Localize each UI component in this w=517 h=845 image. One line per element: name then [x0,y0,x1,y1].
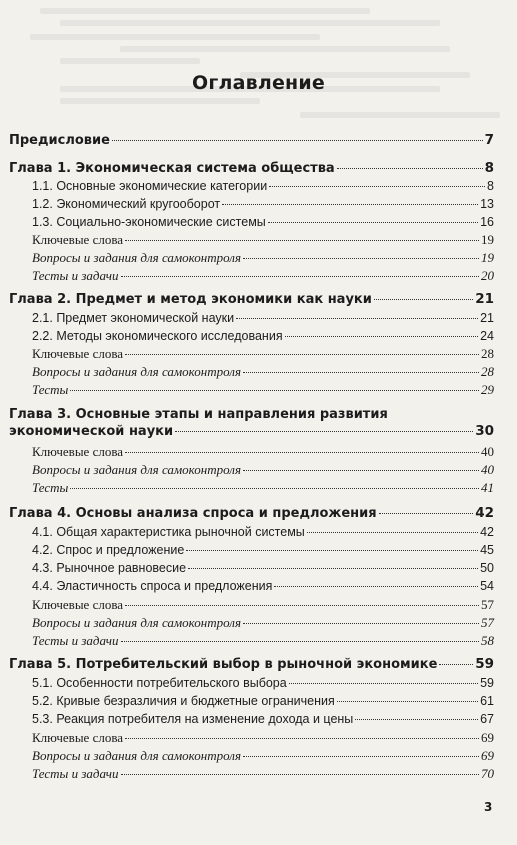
toc-entry-sec[interactable] [9,214,494,230]
entry-page: 28 [481,346,494,361]
entry-page: 58 [481,633,494,648]
dot-leader [307,532,478,533]
dot-leader [175,431,473,432]
entry-title: Глава 1. Экономическая система общества [9,161,335,176]
toc-entry-it[interactable] [9,615,494,631]
entry-title: Вопросы и задания для самоконтроля [32,748,241,763]
entry-title: Вопросы и задания для самоконтроля [32,615,241,630]
dot-leader [70,488,479,489]
dot-leader [269,186,485,187]
dot-leader [337,168,483,169]
entry-page: 45 [480,543,494,557]
dot-leader [268,222,478,223]
entry-title: Ключевые слова [32,444,124,459]
entry-page: 70 [481,766,494,781]
dot-leader [112,140,483,141]
toc-entry-kw[interactable] [9,444,494,460]
entry-page: 28 [481,364,494,379]
entry-title: экономической науки [9,424,174,439]
bleed-through-text [0,0,517,130]
dot-leader [125,452,479,453]
toc-entry-kw[interactable] [9,346,494,362]
dot-leader [337,701,478,702]
entry-page: 69 [481,748,494,763]
entry-title: Глава 2. Предмет и метод экономики как науки [9,292,372,307]
dot-leader [121,641,480,642]
toc-entry-it[interactable] [9,766,494,782]
entry-title: 4.1. Общая характеристика рыночной системы [32,525,305,539]
dot-leader [121,774,480,775]
entry-page: 21 [480,311,494,325]
entry-page: 54 [480,579,494,593]
entry-page: 40 [481,462,494,477]
entry-title: Вопросы и задания для самоконтроля [32,462,241,477]
entry-page: 20 [481,268,494,283]
entry-title: Глава 5. Потребительский выбор в рыночной экономике [9,657,438,672]
entry-page: 42 [475,505,494,521]
toc-entry-chapter[interactable] [9,656,494,673]
entry-page: 61 [480,694,494,708]
entry-title: 4.4. Эластичность спроса и предложения [32,579,273,593]
toc-entry-it[interactable] [9,268,494,284]
entry-title: 2.1. Предмет экономической науки [32,311,235,325]
dot-leader [243,372,479,373]
entry-page: 41 [481,480,494,495]
dot-leader [379,513,474,514]
toc-entry-chapter[interactable] [9,505,494,522]
dot-leader [186,550,478,551]
entry-page: 30 [475,423,494,439]
toc-entry-kw[interactable] [9,730,494,746]
entry-title: 4.3. Рыночное равновесие [32,561,187,575]
toc-entry-chapter[interactable] [9,132,494,149]
toc-entry-sec[interactable] [9,328,494,344]
dot-leader [188,568,478,569]
chapter-title-line: Глава 3. Основные этапы и направления развития [9,407,388,422]
dot-leader [243,623,479,624]
entry-page: 19 [481,250,494,265]
entry-page: 57 [481,597,494,612]
entry-title: Тесты [32,382,69,397]
entry-title: 4.2. Спрос и предложение [32,543,185,557]
dot-leader [243,470,479,471]
toc-entry-it[interactable] [9,633,494,649]
page-number: 3 [484,800,493,814]
toc-entry-it[interactable] [9,364,494,380]
toc-entry-sec[interactable] [9,542,494,558]
dot-leader [243,756,479,757]
toc-entry-it[interactable] [9,250,494,266]
dot-leader [374,299,473,300]
dot-leader [274,586,478,587]
entry-page: 7 [484,132,494,148]
entry-title: Вопросы и задания для самоконтроля [32,250,241,265]
toc-entry-it[interactable] [9,382,494,398]
entry-page: 8 [487,179,494,193]
entry-title: Тесты и задачи [32,633,119,648]
entry-page: 8 [484,160,494,176]
entry-title: 5.1. Особенности потребительского выбора [32,676,287,690]
entry-title: 5.2. Кривые безразличия и бюджетные ограничения [32,694,335,708]
entry-page: 42 [480,525,494,539]
entry-page: 50 [480,561,494,575]
entry-title: Предисловие [9,133,110,148]
toc-entry-sec[interactable] [9,578,494,594]
entry-page: 19 [481,232,494,247]
toc-entry-it[interactable] [9,748,494,764]
entry-title: Ключевые слова [32,730,124,745]
dot-leader [243,258,479,259]
toc-entry-chapter[interactable] [9,406,494,440]
entry-page: 16 [480,215,494,229]
toc-entry-it[interactable] [9,462,494,478]
entry-title: Вопросы и задания для самоконтроля [32,364,241,379]
dot-leader [125,738,479,739]
entry-page: 59 [475,656,494,672]
toc-entry-sec[interactable] [9,560,494,576]
dot-leader [289,683,478,684]
entry-title: 1.2. Экономический кругооборот [32,197,221,211]
entry-title: 2.2. Методы экономического исследования [32,329,283,343]
toc-entry-sec[interactable] [9,524,494,540]
entry-title: 1.3. Социально-экономические системы [32,215,266,229]
toc-entry-sec[interactable] [9,693,494,709]
dot-leader [439,664,473,665]
toc-entry-sec[interactable] [9,711,494,727]
entry-page: 57 [481,615,494,630]
toc-entry-sec[interactable] [9,178,494,194]
entry-title: Ключевые слова [32,346,124,361]
entry-page: 13 [480,197,494,211]
dot-leader [285,336,479,337]
dot-leader [70,390,479,391]
entry-title: Тесты [32,480,69,495]
entry-page: 69 [481,730,494,745]
entry-page: 24 [480,329,494,343]
toc-entry-sec[interactable] [9,675,494,691]
dot-leader [121,276,480,277]
dot-leader [236,318,478,319]
toc-entry-chapter[interactable] [9,291,494,308]
dot-leader [125,605,479,606]
dot-leader [125,240,479,241]
toc-entry-kw[interactable] [9,597,494,613]
toc-entry-kw[interactable] [9,232,494,248]
dot-leader [355,719,478,720]
entry-title: Ключевые слова [32,232,124,247]
dot-leader [222,204,478,205]
entry-title: Тесты и задачи [32,766,119,781]
dot-leader [125,354,479,355]
entry-title: 5.3. Реакция потребителя на изменение дохода и цены [32,712,354,726]
entry-page: 29 [481,382,494,397]
entry-page: 40 [481,444,494,459]
entry-title: Тесты и задачи [32,268,119,283]
toc-entry-sec[interactable] [9,310,494,326]
entry-page: 67 [480,712,494,726]
toc-entry-it[interactable] [9,480,494,496]
toc-entry-sec[interactable] [9,196,494,212]
page-title: Оглавление [192,72,325,94]
toc-entry-chapter[interactable] [9,160,494,177]
entry-page: 21 [475,291,494,307]
entry-title: 1.1. Основные экономические категории [32,179,268,193]
entry-title: Глава 4. Основы анализа спроса и предложения [9,506,377,521]
entry-page: 59 [480,676,494,690]
entry-title: Ключевые слова [32,597,124,612]
